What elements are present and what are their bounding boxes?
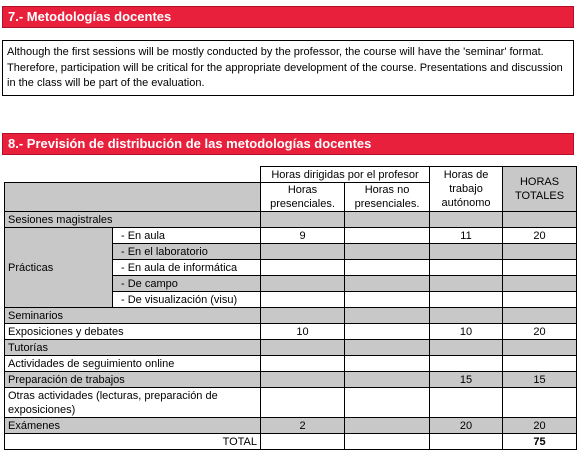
cell-total — [503, 260, 577, 276]
cell-presenciales — [261, 292, 345, 308]
cell-presenciales — [261, 308, 345, 324]
section-7-title: 7.- Metodologías docentes — [2, 6, 574, 28]
cell-autonomo — [430, 340, 503, 356]
header-horas-autonomo: Horas de trabajo autónomo — [430, 167, 503, 212]
practicas-item-label: - En aula — [113, 228, 261, 244]
row-label: Exposiciones y debates — [5, 324, 261, 340]
cell-presenciales: 9 — [261, 228, 345, 244]
cell-no-presenciales — [345, 372, 430, 388]
cell-autonomo: 10 — [430, 324, 503, 340]
cell-autonomo — [430, 276, 503, 292]
practicas-item-label: - En el laboratorio — [113, 244, 261, 260]
cell-total — [503, 276, 577, 292]
cell-presenciales — [261, 276, 345, 292]
header-horas-dirigidas: Horas dirigidas por el profesor — [261, 167, 430, 183]
cell-no-presenciales — [345, 308, 430, 324]
cell-no-presenciales — [345, 356, 430, 372]
cell-autonomo: 20 — [430, 418, 503, 434]
cell-no-presenciales — [345, 228, 430, 244]
practicas-item-label: - De campo — [113, 276, 261, 292]
cell-total: 20 — [503, 418, 577, 434]
row-label: Otras actividades (lecturas, preparación de exposiciones) — [5, 388, 261, 418]
methodology-paragraph: Although the first sessions will be mostly conducted by the professor, the course will have the 'seminar' format. Therefore, participation will be critical for the appropriate development of the course. Presentations and discussion in the class will be part of the evaluation. — [2, 40, 574, 96]
row-sesiones-label: Sesiones magistrales — [5, 212, 261, 228]
cell-total — [503, 356, 577, 372]
row-label: Seminarios — [5, 308, 261, 324]
cell-no-presenciales — [345, 418, 430, 434]
header-horas-totales: HORAS TOTALES — [503, 167, 577, 212]
cell-no-presenciales — [345, 244, 430, 260]
header-no-presenciales: Horas no presenciales. — [345, 183, 430, 212]
cell-autonomo — [430, 388, 503, 418]
cell-presenciales — [261, 372, 345, 388]
cell-autonomo: 11 — [430, 228, 503, 244]
header-blank — [5, 183, 261, 212]
cell-autonomo — [430, 356, 503, 372]
cell-presenciales — [261, 340, 345, 356]
header-presenciales: Horas presenciales. — [261, 183, 345, 212]
section-8-title: 8.- Previsión de distribución de las metodologías docentes — [2, 133, 574, 155]
practicas-item-label: - De visualización (visu) — [113, 292, 261, 308]
cell-total: 20 — [503, 228, 577, 244]
row-label: Actividades de seguimiento online — [5, 356, 261, 372]
cell-presenciales — [261, 260, 345, 276]
methodology-distribution-table — [4, 166, 577, 450]
row-label: Preparación de trabajos — [5, 372, 261, 388]
row-label: Tutorías — [5, 340, 261, 356]
cell-autonomo — [430, 308, 503, 324]
cell-autonomo — [430, 260, 503, 276]
row-practicas-label: Prácticas — [5, 228, 113, 308]
cell-no-presenciales — [345, 276, 430, 292]
cell-no-presenciales — [345, 260, 430, 276]
total-label: TOTAL — [5, 434, 261, 450]
cell-total — [503, 340, 577, 356]
cell-presenciales: 2 — [261, 418, 345, 434]
cell-autonomo — [430, 292, 503, 308]
row-label: Exámenes — [5, 418, 261, 434]
cell-total — [503, 308, 577, 324]
cell-presenciales: 10 — [261, 324, 345, 340]
cell-presenciales — [261, 356, 345, 372]
cell-no-presenciales — [345, 388, 430, 418]
cell-autonomo: 15 — [430, 372, 503, 388]
cell-total: 20 — [503, 324, 577, 340]
cell-no-presenciales — [345, 340, 430, 356]
cell-total: 15 — [503, 372, 577, 388]
cell-presenciales — [261, 388, 345, 418]
cell-no-presenciales — [345, 292, 430, 308]
cell-total — [503, 244, 577, 260]
cell-total — [503, 388, 577, 418]
total-value: 75 — [503, 434, 577, 450]
cell-presenciales — [261, 244, 345, 260]
practicas-item-label: - En aula de informática — [113, 260, 261, 276]
cell-total — [503, 292, 577, 308]
cell-no-presenciales — [345, 324, 430, 340]
cell-autonomo — [430, 244, 503, 260]
